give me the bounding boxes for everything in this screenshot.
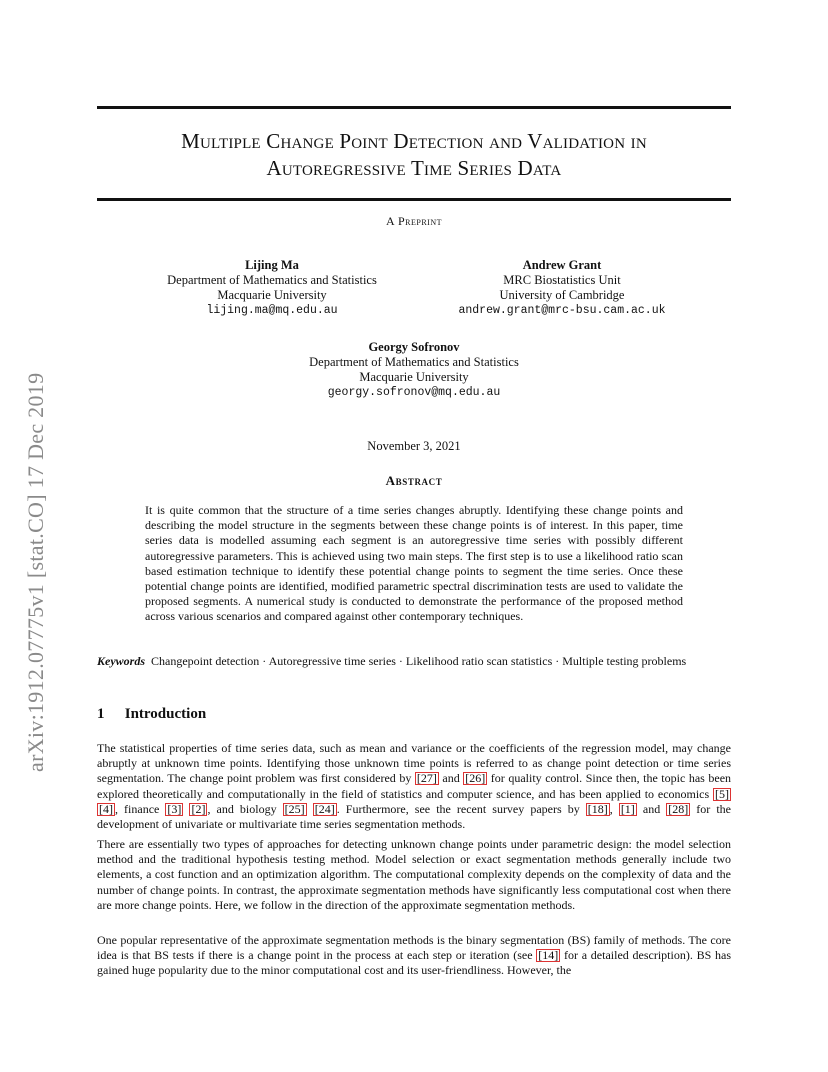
citation-link[interactable]: [28] [668,801,689,816]
citation-link[interactable]: [5] [715,786,729,801]
section-title: Introduction [124,706,207,722]
author-institution: University of Cambridge [499,288,625,302]
author-name: Georgy Sofronov [368,340,460,354]
author-department: Department of Mathematics and Statistics [309,355,519,369]
paragraph-text: One popular representative of the approximate segmentation methods is the binary segmentation (BS) family of methods. The core idea is that BS tests if there is a change point in the process at each step or iteration (see [97,933,731,963]
intro-paragraph-3 [97,933,731,979]
preprint-label: A Preprint [385,214,442,228]
arxiv-sidebar-stamp: arXiv:1912.07775v1 [stat.CO] 17 Dec 2019 [23,372,48,772]
paragraph-text: and [438,771,464,786]
author-block [264,340,564,400]
paragraph-text: . Furthermore, see the recent survey papers by [336,801,586,816]
author-department: MRC Biostatistics Unit [503,273,621,287]
citation-link[interactable]: [25] [284,801,305,816]
paper-title [97,128,731,182]
author-name: Andrew Grant [522,258,602,272]
author-email[interactable]: andrew.grant@mrc-bsu.cam.ac.uk [458,304,666,317]
section-heading [97,706,206,723]
author-block [428,258,696,318]
citation-link[interactable]: [26] [465,771,486,786]
paragraph-text: , and biology [207,801,283,816]
citation-link[interactable]: [3] [167,801,182,816]
publication-date: November 3, 2021 [367,439,461,453]
abstract-text: It is quite common that the structure of a time series changes abruptly. Identifying these change points and describing the model structure in the segments between these change points is of interest. In this paper, time series data is modelled assuming each segment is an autoregressive time series with possibly different autoregressive parameters. This is achieved using two main steps. The first step is to use a likelihood ratio scan based estimation technique to identify these potential change points to segment the time series. Once these potential change points are identified, modified parametric spectral discrimination tests are used to validate the proposed segments. A numerical study is conducted to demonstrate the performance of the proposed method across various scenarios and compared against other contemporary techniques. [145,503,683,624]
author-institution: Macquarie University [217,288,327,302]
citation-link[interactable]: [27] [416,771,437,786]
intro-paragraph-1 [97,741,731,832]
author-institution: Macquarie University [359,370,469,384]
title-rule-top [97,106,731,109]
abstract-heading: Abstract [385,473,443,488]
paragraph-text: for the development of univariate or multivariate time series segmentation methods. [97,801,732,832]
paragraph-text: and [636,801,667,816]
citation-link[interactable]: [24] [314,801,335,816]
paragraph-text: for quality control. Since then, the topic has been explored theoretically and computationally in the field of statistics and computer science, and has been applied to economics [97,771,732,801]
intro-paragraph-2 [97,837,731,913]
paragraph-text: , [609,801,619,816]
citation-link[interactable]: [2] [191,801,206,816]
keywords-text: Changepoint detection · Autoregressive time series · Likelihood ratio scan statistics · Multiple testing problems [151,654,687,668]
author-department: Department of Mathematics and Statistics [167,273,377,287]
title-rule-bottom [97,198,731,201]
author-name: Lijing Ma [245,258,299,272]
citation-link[interactable]: [18] [587,801,608,816]
citation-link[interactable]: [4] [99,801,113,816]
paper-title-line-1: Multiple Change Point Detection and Validation in [181,129,647,153]
paragraph-text: , finance [115,801,166,816]
author-block [130,258,414,318]
paragraph-text: There are essentially two types of approaches for detecting unknown change points under parametric design: the model selection method and the traditional hypothesis testing method. Model selection or exact segmentation methods generally include two elements, a cost function and an optimization algorithm. The computational complexity depends on the complexity of data and the number of change points. In contrast, the approximate segmentation methods have significantly less computational cost when there are more change points. Here, we follow in the direction of the approximate segmentation methods. [97,837,731,912]
paragraph-text: for a detailed description). BS has gained huge popularity due to the minor computational cost and its user-friendliness. However, the [97,948,731,978]
keywords-line [97,654,731,669]
keywords-label: Keywords [97,654,145,668]
author-email[interactable]: lijing.ma@mq.edu.au [206,304,338,317]
citation-link[interactable]: [14] [538,948,559,963]
paper-title-line-2: Autoregressive Time Series Data [266,156,562,180]
section-number: 1 [97,706,105,722]
author-email[interactable]: georgy.sofronov@mq.edu.au [327,386,501,399]
citation-link[interactable]: [1] [620,801,635,816]
paragraph-text: The statistical properties of time series data, such as mean and variance or the coefficients of the regression model, may change abruptly at unknown time points. Identifying those unknown time points is referred to as change point detection or time series segmentation. The change point problem was first considered by [97,741,731,786]
